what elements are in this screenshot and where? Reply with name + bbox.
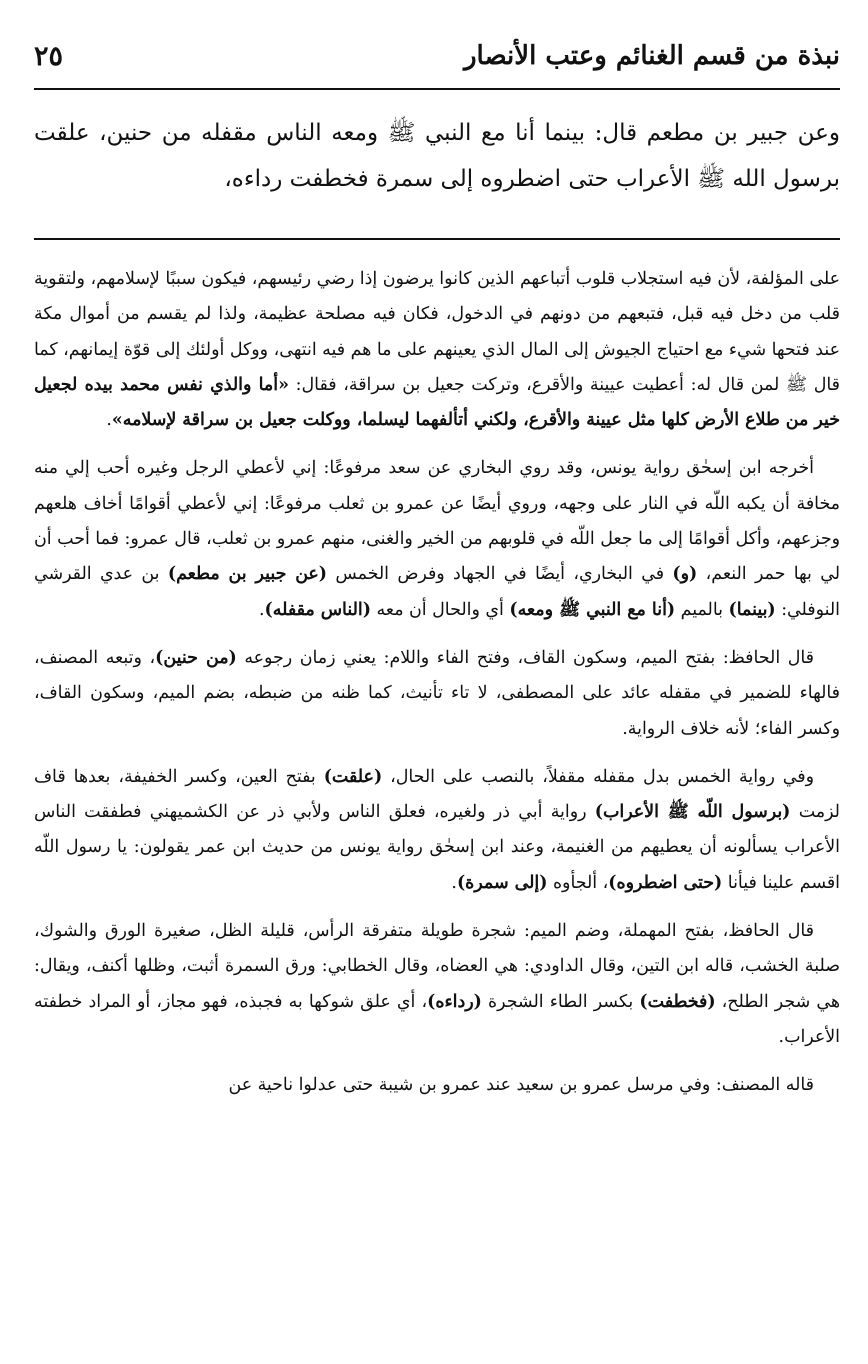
commentary-paragraph-4 <box>34 760 840 901</box>
text-run: قاله المصنف: وفي مرسل عمرو بن سعيد عند عمرو بن شيبة حتى عدلوا ناحية عن <box>228 1075 814 1096</box>
text-run: . <box>259 599 265 620</box>
matn-term: (برسول اللّه ﷺ الأعراب) <box>594 802 791 823</box>
commentary-paragraph-5 <box>34 914 840 1055</box>
commentary-paragraph-6 <box>34 1068 840 1103</box>
text-run: ، وتبعه المصنف، فالهاء للضمير في مقفله عائد على المصطفى، لا تاء تأنيث، كما ظنه من ضبطه، بضم الميم، وسكون القاف، وكسر الفاء؛ لأنه خلاف الرواية. <box>34 647 840 739</box>
matn-term: (الناس مقفله) <box>264 599 371 620</box>
matn-term: (أنا مع النبي ﷺ ومعه) <box>509 599 676 620</box>
text-run: وفي رواية الخمس بدل مقفله مقفلاً، بالنصب على الحال، <box>382 766 814 787</box>
commentary <box>34 262 840 1117</box>
page-header <box>34 28 840 84</box>
matn-term: (من حنين) <box>155 647 237 668</box>
matn-term: (إلى سمرة) <box>456 872 548 893</box>
matn-term: (فخطفت) <box>639 991 716 1012</box>
running-title: نبذة من قسم الغنائم وعتب الأنصار <box>463 41 840 71</box>
section-separator <box>34 238 840 240</box>
matn-term: (بينما) <box>728 599 776 620</box>
text-run: ، ألجأوه <box>547 872 609 893</box>
text-run: . <box>451 872 457 893</box>
prophetic-quote: «أما والذي نفس محمد بيده لجعيل خير من طلاع الأرض كلها مثل عيينة والأقرع، ولكني أتألفهما ليسلما، ووكلت جعيل بن سراقة لإسلامه» <box>34 374 840 431</box>
matn-term: (و) <box>672 564 698 585</box>
text-run: قال الحافظ: بفتح الميم، وسكون القاف، وفتح الفاء واللام: يعني زمان رجوعه <box>236 647 814 668</box>
text-run: في البخاري، أيضًا في الجهاد وفرض الخمس <box>327 564 673 585</box>
text-run: أي والحال أن معه <box>370 599 510 620</box>
text-run: بفتح العين، وكسر الخفيفة، بعدها قاف لزمت <box>34 766 840 823</box>
text-run: بكسر الطاء الشجرة <box>481 991 640 1012</box>
text-run: ، أي علق شوكها به فجبذه، فهو مجاز، أو المراد خطفته الأعراب. <box>34 991 840 1047</box>
text-run: قال الحافظ، بفتح المهملة، وضم الميم: شجرة طويلة متفرقة الرأس، قليلة الظل، صغيرة الورق والشوك، صلبة الخشب، قاله ابن التين، وقال الداودي: هي العضاه، وقال الخطابي: ورق السمرة أثبت، وظلها أكنف، ويقال: هي شجر الطلح، <box>34 921 840 1012</box>
text-run: بالميم <box>675 599 729 620</box>
text-run: أخرجه ابن إسحٰق رواية يونس، وقد روي البخاري عن سعد مرفوعًا: إني لأعطي الرجل وغيره أحب إلي منه مخافة أن يكبه اللّه في النار على وجهه، وروي أيضًا عن عمرو بن ثعلب مرفوعًا: إني لأعطي أقوامًا أخاف هلعهم وجزعهم، وأكل أقوامًا إلى ما جعل اللّه في قلوبهم من الخير والغنى، منهم عمرو بن ثعلب، قال عمرو: فما أحب أن لي بها حمر النعم، <box>33 458 841 585</box>
header-rule <box>34 88 840 90</box>
commentary-paragraph-3 <box>34 641 840 747</box>
matn-term: (رداءه) <box>427 991 482 1012</box>
page-number: ٢٥ <box>34 40 64 72</box>
matn-term: (علقت) <box>323 766 383 787</box>
matn-term: (حتى اضطروه) <box>608 872 723 893</box>
matn-term: (عن جبير بن مطعم) <box>167 564 328 585</box>
text-run: على المؤلفة، لأن فيه استجلاب قلوب أتباعهم الذين كانوا يرضون إذا رضي رئيسهم، فيكون سببًا لإسلامهم، ولتقوية قلب من دخل فيه قبل، فتبعهم من دونهم في الدخول، فكان فيه مصلحة عظيمة، ولذا لم يقسم من أموال مكة عند فتحها شيء مع احتياج الجيوش إلى المال الذي يعينهم على ما هم فيه انتهى، ووكل أولئك إلى قوّة إيمانهم، كما قال ﷺ لمن قال له: أعطيت عيينة والأقرع، وتركت جعيل بن سراقة، فقال: <box>34 269 840 395</box>
commentary-paragraph-2 <box>34 451 840 627</box>
hadith-text: وعن جبير بن مطعم قال: بينما أنا مع النبي ﷺ ومعه الناس مقفله من حنين، علقت برسول الله ﷺ الأعراب حتى اضطروه إلى سمرة فخطفت رداءه، <box>34 120 840 192</box>
text-run: . <box>106 410 112 431</box>
text-run: رواية أبي ذر ولغيره، فعلق الناس ولأبي ذر عن الكشميهني فطفقت الناس الأعراب يسألونه أن يعطيهم من الغنيمة، وعند ابن إسحٰق رواية يونس من حديث ابن عمر يقولون: يا رسول اللّه اقسم علينا فيأنا <box>34 802 840 893</box>
commentary-paragraph-1 <box>34 262 840 438</box>
text-run: بن عدي القرشي النوفلي: <box>34 564 840 620</box>
